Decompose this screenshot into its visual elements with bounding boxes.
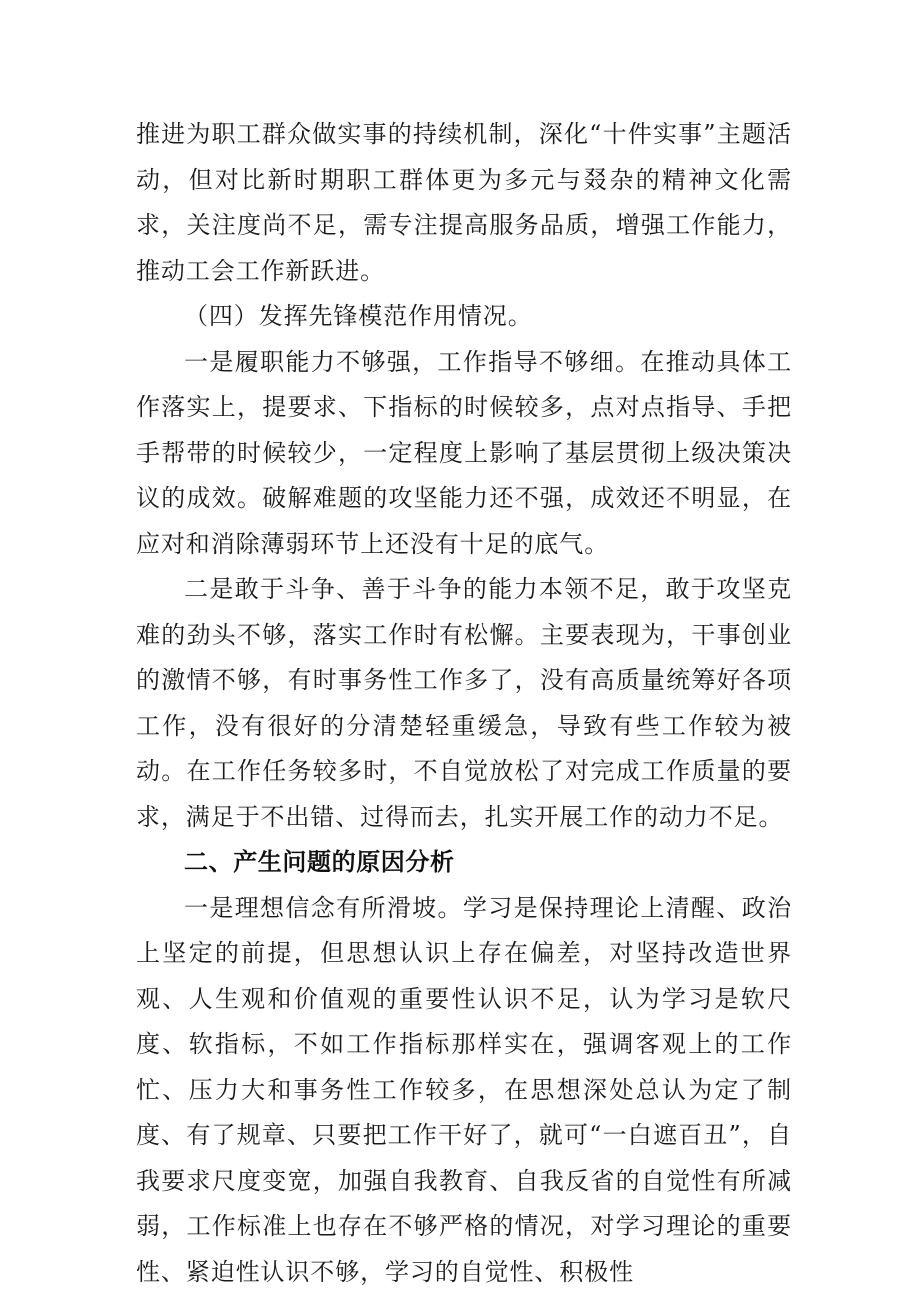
paragraph-cause-one: 一是理想信念有所滑坡。学习是保持理论上清醒、政治上坚定的前提，但思想认识上存在偏差，对坚持改造世界观、人生观和价值观的重要性认识不足，认为学习是软尺度、软指标，不如工作指标那样实在，强调客观上的工作忙、压力大和事务性工作较多，在思想深处总认为定了制度、有了规章、只要把工作干好了，就可“一白遮百丑”，自我要求尺度变宽，加强自我教育、自我反省的自觉性有所减弱，工作标准上也存在不够严格的情况，对学习理论的重要性、紧迫性认识不够，学习的自觉性、积极性 [136,893,792,1286]
section-heading-cause-analysis: 二、产生问题的原因分析 [184,848,455,876]
paragraph-point-one: 一是履职能力不够强，工作指导不够细。在推动具体工作落实上，提要求、下指标的时候较多，点对点指导、手把手帮带的时候较少，一定程度上影响了基层贯彻上级决策决议的成效。破解难题的攻坚能力还不强，成效还不明显，在应对和消除薄弱环节上还没有十足的底气。 [136,347,792,558]
paragraph-continuation: 推进为职工群众做实事的持续机制，深化“十件实事”主题活动，但对比新时期职工群体更为多元与叕杂的精神文化需求，关注度尚不足，需专注提高服务品质，增强工作能力，推动工会工作新跃进。 [136,120,792,285]
paragraph-point-two: 二是敢于斗争、善于斗争的能力本领不足，敢于攻坚克难的劲头不够，落实工作时有松懈。主要表现为，干事创业的激情不够，有时事务性工作多了，没有高质量统筹好各项工作，没有很好的分清楚轻重缓急，导致有些工作较为被动。在工作任务较多时，不自觉放松了对完成工作质量的要求，满足于不出错、过得而去，扎实开展工作的动力不足。 [136,575,792,831]
section-subheading-four: （四）发挥先锋模范作用情况。 [184,302,533,330]
document-body [136,112,792,1295]
